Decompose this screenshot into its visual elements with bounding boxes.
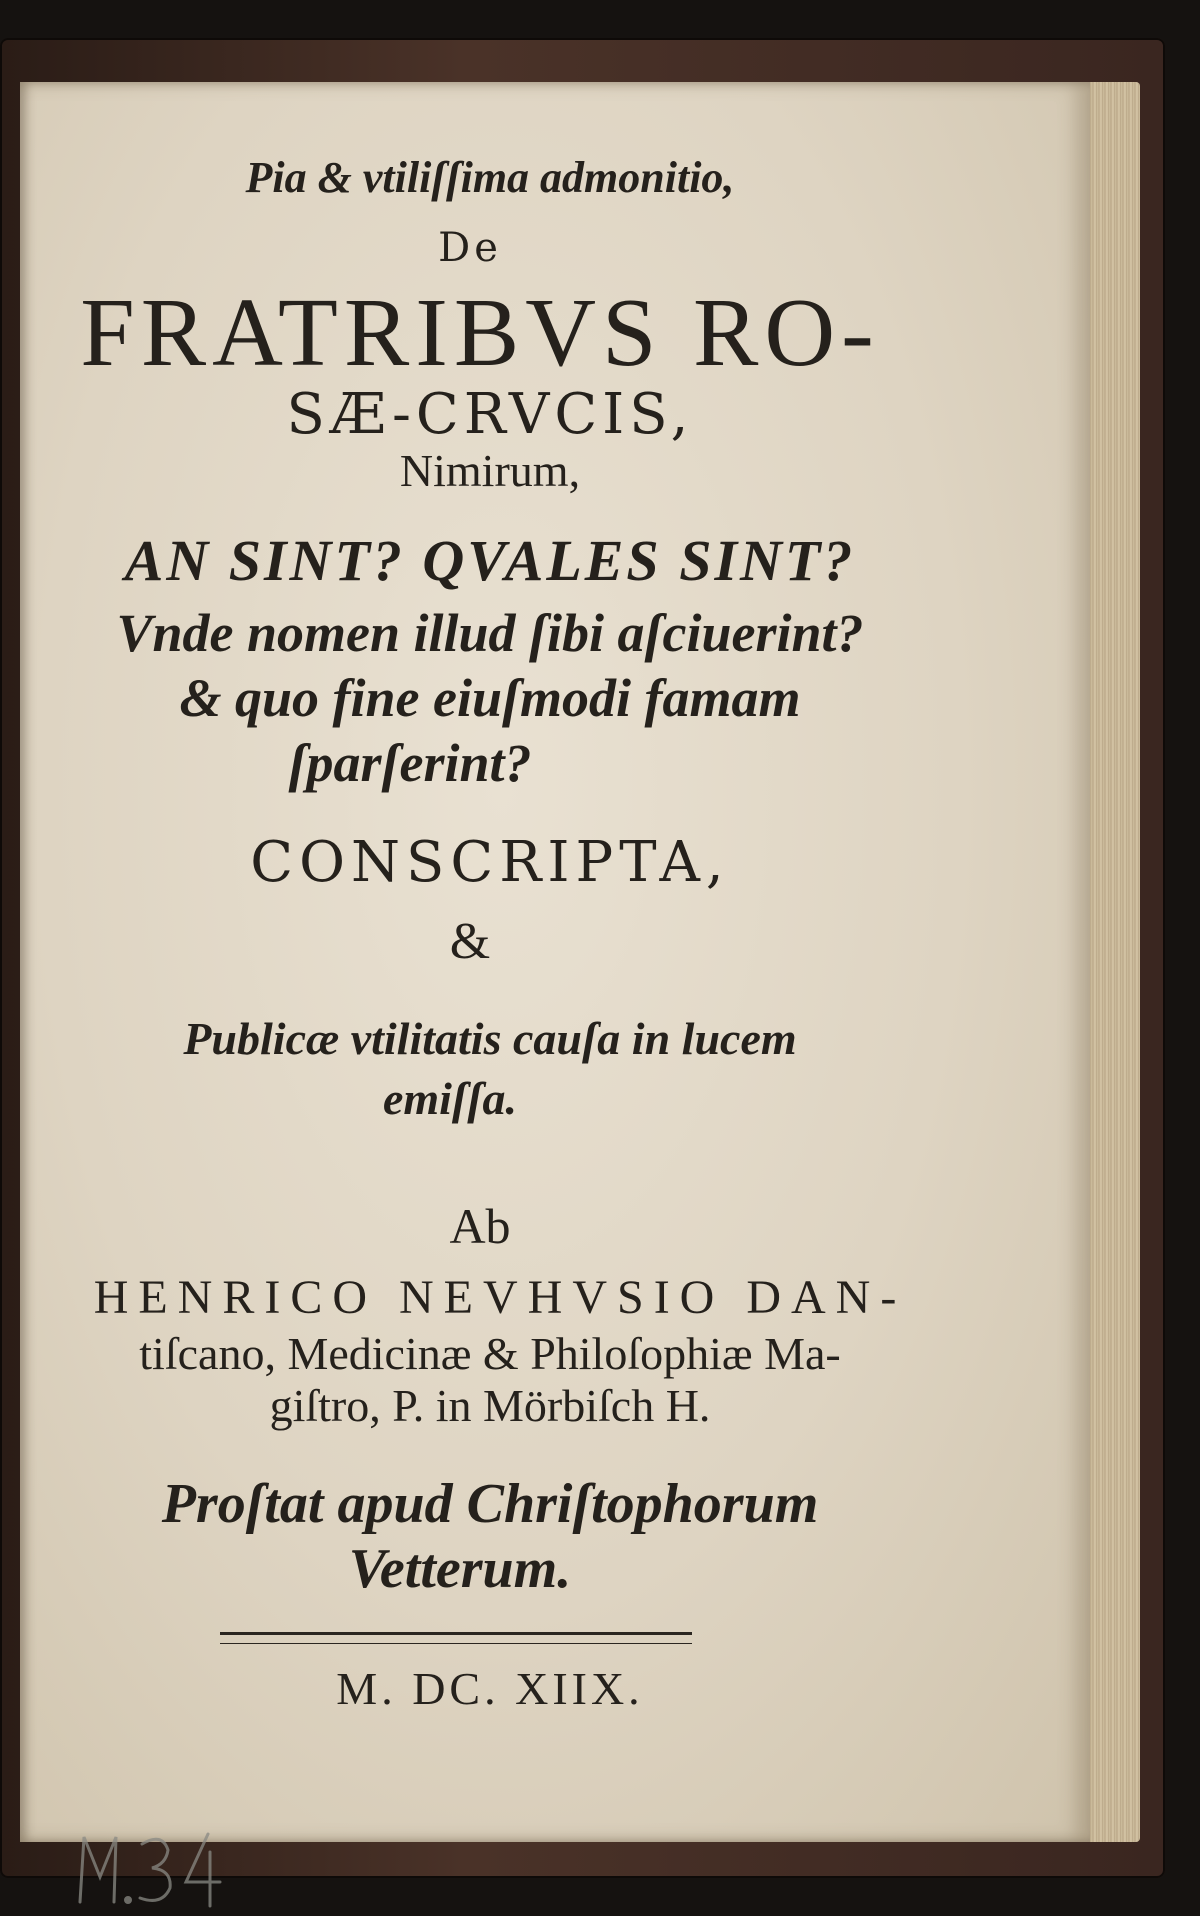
subtitle-line: Pia & vtiliſſima admonitio, [245, 153, 735, 202]
question-line-3: & quo fine eiuſmodi famam [179, 668, 801, 728]
ab-line: Ab [449, 1198, 511, 1254]
author-line-1: HENRICO NEVHVSIO DAN- [93, 1271, 907, 1324]
title-de: De [438, 225, 502, 271]
imprint-date: M. DC. XIIX. [336, 1663, 644, 1714]
handwritten-shelfmark [70, 1822, 260, 1912]
author-line-3: giſtro, P. in Mörbiſch H. [269, 1380, 711, 1431]
title-main-line-2: SÆ-CRVCIS, [286, 382, 694, 447]
publicae-line-1: Publicæ vtilitatis cauſa in lucem [183, 1013, 797, 1064]
question-line-1: AN SINT? QVALES SINT? [124, 528, 856, 593]
conscripta-line: CONSCRIPTA, [250, 830, 730, 895]
publicae-line-2: emiſſa. [382, 1073, 518, 1124]
author-line-2: tiſcano, Medicinæ & Philoſophiæ Ma- [139, 1328, 841, 1379]
imprint-line-2: Vetterum. [348, 1538, 572, 1600]
page-edges [1085, 82, 1140, 1842]
divider-rule [220, 1632, 692, 1644]
imprint-line-1: Proſtat apud Chriſtophorum [161, 1473, 819, 1535]
question-line-2: Vnde nomen illud ſibi aſciuerint? [116, 603, 864, 663]
title-main-line-1: FRATRIBVS RO- [80, 279, 880, 387]
ampersand-line: & [449, 913, 491, 970]
title-page [20, 82, 1090, 1842]
question-line-4: ſparſerint? [288, 733, 532, 793]
title-nimirum: Nimirum, [399, 445, 581, 496]
